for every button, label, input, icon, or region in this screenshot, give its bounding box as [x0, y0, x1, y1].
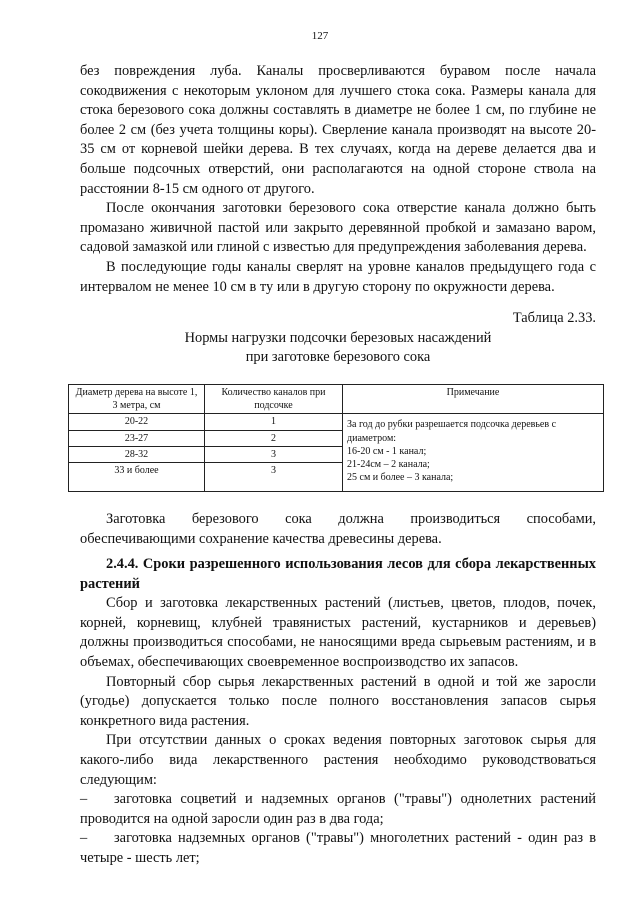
header-diameter: Диаметр дерева на высоте 1, 3 метра, см: [69, 384, 205, 413]
list-item-text: заготовка соцветий и надземных органов ("травы") однолетних растений проводится на одной заросли один раз в два года;: [80, 791, 596, 827]
cell-diameter: 33 и более: [69, 462, 205, 491]
list-marker: –: [80, 791, 88, 808]
cell-channels: 3: [205, 446, 343, 462]
table-header-row: [69, 384, 604, 413]
header-note: Примечание: [343, 384, 604, 413]
paragraph-repeat-collection: Повторный сбор сырья лекарственных растений в одной и той же заросли (угодье) допускается только после полного восстановления запасов сырья конкретного вида растения.: [80, 673, 596, 729]
paragraph-after-table: Заготовка березового сока должна производиться способами, обеспечивающими сохранение качества древесины дерева.: [80, 510, 596, 547]
section-heading: 2.4.4. Сроки разрешенного использования лесов для сбора лекарственных растений: [80, 556, 596, 592]
table-caption: Таблица 2.33.: [512, 310, 596, 327]
cell-channels: 1: [205, 414, 343, 430]
page-body: [75, 62, 596, 869]
page-number: 127: [311, 30, 329, 42]
paragraph-next-years: В последующие годы каналы сверлят на уровне каналов предыдущего года с интервалом не менее 10 см в ту или в другую сторону по окружности дерева.: [80, 258, 596, 295]
cell-diameter: 23-27: [69, 430, 205, 446]
list-item: [80, 829, 596, 868]
paragraph-collection: Сбор и заготовка лекарственных растений (листьев, цветов, плодов, почек, корней, корневищ, клубней травянистых растений, кустарников и деревьев) должны производиться способами, не наносящими вреда сырьевым растениям, и в объемах, обеспечивающих своевременное воспроизводство их запасов.: [80, 595, 596, 671]
header-channels: Количество каналов при подсочке: [205, 384, 343, 413]
tapping-norms-table: [68, 384, 604, 492]
cell-diameter: 20-22: [69, 414, 205, 430]
cell-note: [343, 414, 604, 492]
cell-channels: 2: [205, 430, 343, 446]
list-marker: –: [80, 830, 88, 847]
note-line: 21-24см – 2 канала;: [347, 458, 430, 470]
note-line: 25 см и более – 3 канала;: [347, 472, 454, 484]
note-line: 16-20 см - 1 канал;: [347, 445, 427, 457]
note-line: За год до рубки разрешается подсочка деревьев с диаметром:: [347, 419, 557, 444]
paragraph-sap-channels: без повреждения луба. Каналы просверливаются буравом после начала сокодвижения с некоторым уклоном для лучшего стока сока. Размеры канала для стока березового сока должны составлять в диаметре не более 1 см, по глубине не более 2 см (без учета толщины коры). Сверление канала производят на высоте 20-35 см от корневой шейки дерева. В тех случаях, когда на дереве делается два и больше подсочных отверстий, они располагаются на одной стороне ствола на расстоянии 8-15 см одного от другого.: [80, 63, 596, 197]
table-title-line-1: Нормы нагрузки подсочки березовых насаждений: [184, 329, 492, 346]
cell-channels: 3: [205, 462, 343, 491]
table-title-line-2: при заготовке березового сока: [245, 349, 431, 366]
list-item: [80, 790, 596, 829]
paragraph-guidelines: При отсутствии данных о сроках ведения повторных заготовок сырья для какого-либо вида лекарственного растения необходимо руководствоваться следующим:: [80, 732, 596, 788]
list-item-text: заготовка надземных органов ("травы") многолетних растений - один раз в четыре - шесть лет;: [80, 830, 596, 867]
cell-diameter: 28-32: [69, 446, 205, 462]
paragraph-channel-sealing: После окончания заготовки березового сока отверстие канала должно быть промазано живичной пастой или закрыто деревянной пробкой и замазано варом, садовой замазкой или глиной с известью для предупреждения заболевания дерева.: [80, 200, 596, 256]
table-row: [69, 414, 604, 430]
